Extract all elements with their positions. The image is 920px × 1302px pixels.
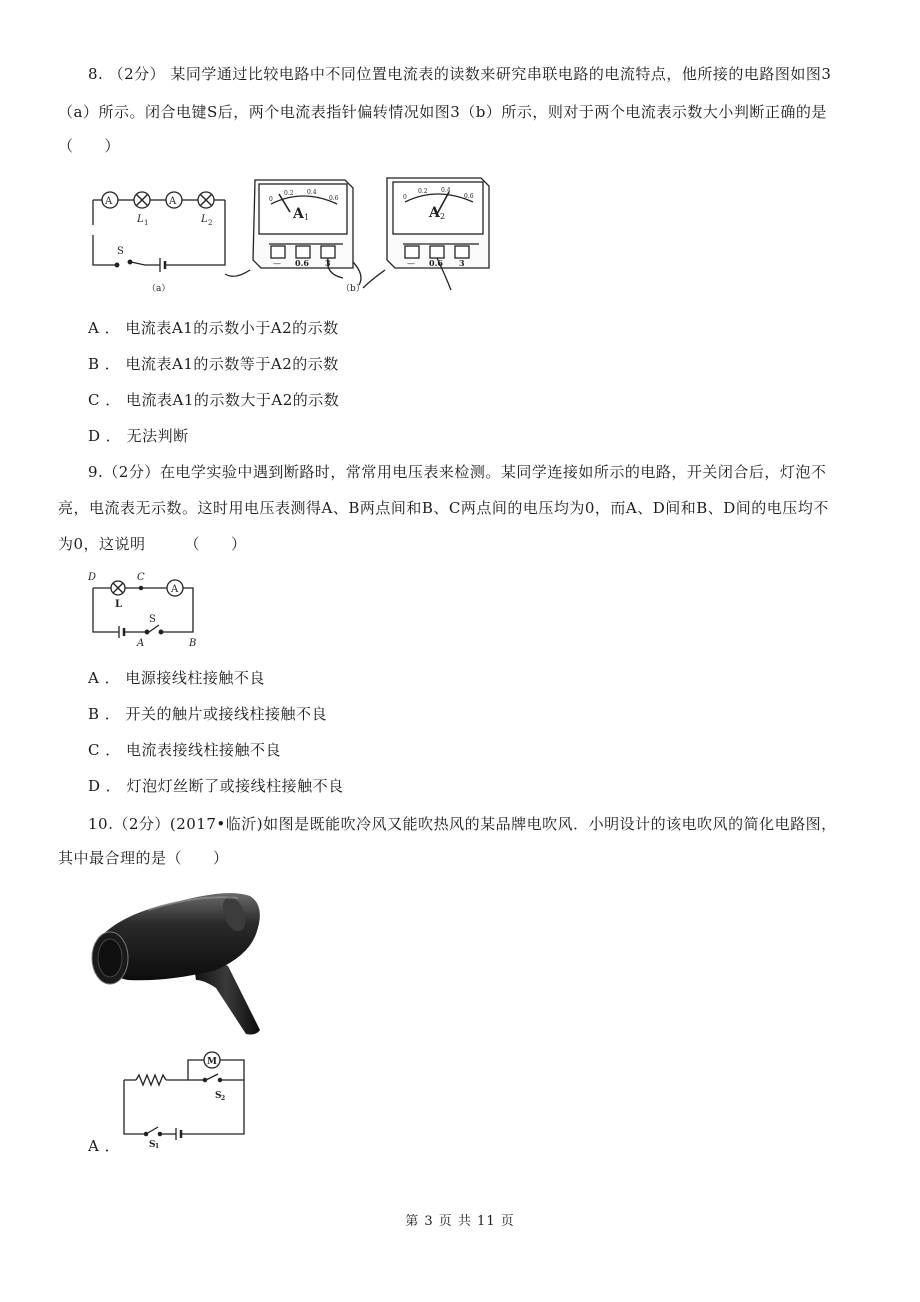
q8-caption-a: （a）	[147, 284, 171, 294]
q8-lamp-l1-sub: 1	[144, 219, 149, 227]
q8-switch-label: S	[117, 246, 124, 257]
q8-lamp-l1-label: L	[137, 214, 144, 225]
q10-switch1-sub: 1	[155, 1143, 160, 1148]
q8-meter1-dial-06: 0.6	[329, 195, 339, 202]
q10-option-a-label[interactable]: A ．	[88, 1137, 121, 1155]
q9-option-b[interactable]: B ． 开关的触片或接线柱接触不良	[88, 705, 328, 723]
q8-meter2-dial-02: 0.2	[418, 188, 428, 195]
q8-meter1-terminal-06: 0.6	[295, 258, 309, 268]
q9-point-a: A	[137, 638, 145, 648]
q8-meter1-terminal-3: 3	[325, 258, 331, 268]
q8-meter-a2-symbol: A	[169, 196, 177, 207]
q9-stem-line-2: 亮，电流表无示数。这时用电压表测得A、B两点间和B、C两点间的电压均为0，而A、D间和B、D间的电压均不	[58, 499, 829, 517]
q8-meter2-dial-06: 0.6	[464, 193, 474, 200]
q10-switch1-label: S	[149, 1140, 156, 1148]
q8-circuit-figure	[85, 170, 500, 295]
q10-motor-label: M	[207, 1057, 217, 1067]
q9-option-a[interactable]: A ． 电源接线柱接触不良	[88, 669, 265, 687]
q9-option-d[interactable]: D ． 灯泡灯丝断了或接线柱接触不良	[88, 777, 344, 795]
q8-option-c[interactable]: C ． 电流表A1的示数大于A2的示数	[88, 391, 340, 409]
q8-meter2-symbol: A	[429, 205, 440, 221]
q10-option-a-circuit	[118, 1048, 253, 1148]
q8-meter1-dial-02: 0.2	[284, 190, 294, 197]
q9-stem-line-3: 为0，这说明 （ ）	[58, 535, 247, 553]
q9-point-c: C	[137, 572, 145, 583]
hair-dryer-image	[88, 880, 263, 1038]
q9-lamp-label: L	[115, 599, 123, 610]
q9-point-d: D	[88, 572, 97, 583]
q8-meter2-terminal-minus: —	[407, 259, 415, 268]
q9-meter-symbol: A	[171, 584, 179, 595]
q8-meter1-terminal-minus: —	[273, 259, 281, 268]
q8-meter1-sub: 1	[304, 213, 310, 222]
q8-meter-a1-symbol: A	[105, 196, 113, 207]
page-footer: 第 3 页 共 11 页	[405, 1214, 515, 1229]
q8-meter2-sub: 2	[440, 212, 446, 221]
q8-stem-line-1: 8. （2分） 某同学通过比较电路中不同位置电流表的读数来研究串联电路的电流特点，他所接的电路图如图3	[88, 65, 832, 83]
q8-meter1-symbol: A	[293, 206, 304, 222]
q8-option-a[interactable]: A ． 电流表A1的示数小于A2的示数	[88, 319, 339, 337]
q10-switch2-sub: 2	[221, 1095, 226, 1102]
q10-stem-line-1: 10.（2分）(2017•临沂)如图是既能吹冷风又能吹热风的某品牌电吹风．小明设计的该电吹风的简化电路图，	[88, 815, 837, 833]
q8-meter2-dial-04: 0.4	[441, 187, 451, 194]
q8-caption-b: （b）	[341, 284, 365, 294]
q9-circuit-figure	[85, 568, 210, 648]
q9-switch-label: S	[149, 614, 156, 625]
q9-point-b: B	[189, 638, 197, 648]
q8-option-b[interactable]: B ． 电流表A1的示数等于A2的示数	[88, 355, 339, 373]
q8-meter1-dial-0: 0	[269, 196, 273, 203]
q8-lamp-l2-label: L	[201, 214, 208, 225]
q8-lamp-l2-sub: 2	[208, 219, 213, 227]
q8-option-d[interactable]: D ． 无法判断	[88, 427, 189, 445]
q10-switch2-label: S	[215, 1091, 222, 1101]
q8-stem-line-2: （a）所示。闭合电键S后，两个电流表指针偏转情况如图3（b）所示，则对于两个电流表示数大小判断正确的是	[58, 103, 827, 121]
q9-stem-line-1: 9.（2分）在电学实验中遇到断路时，常常用电压表来检测。某同学连接如所示的电路，开关闭合后，灯泡不	[88, 463, 827, 481]
q8-meter2-terminal-06: 0.6	[429, 258, 443, 268]
q8-stem-line-3: （ ）	[58, 137, 121, 155]
q9-option-c[interactable]: C ． 电流表接线柱接触不良	[88, 741, 282, 759]
q8-meter2-dial-0: 0	[403, 194, 407, 201]
q10-stem-line-2: 其中最合理的是（ ）	[58, 849, 229, 867]
q8-meter1-dial-04: 0.4	[307, 189, 317, 196]
q8-meter2-terminal-3: 3	[459, 258, 465, 268]
